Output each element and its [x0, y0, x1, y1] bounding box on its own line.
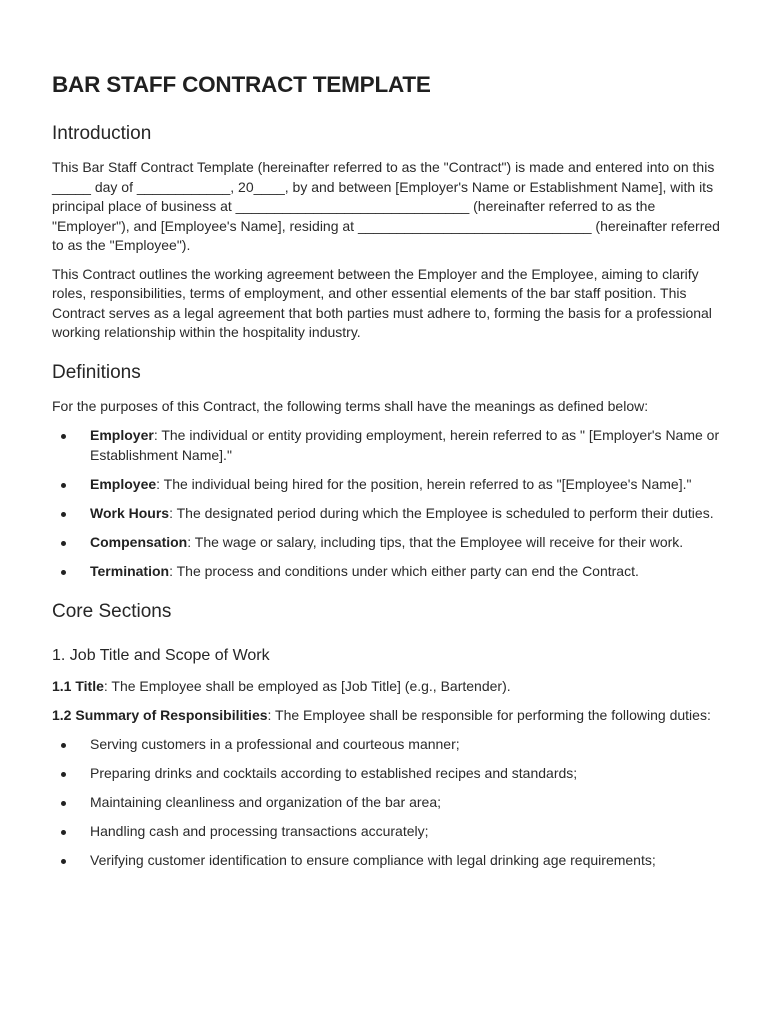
duty-text: Serving customers in a professional and courteous manner; [90, 736, 460, 752]
core-sections-heading: Core Sections [52, 601, 172, 622]
definitions-intro: For the purposes of this Contract, the following terms shall have the meanings as defined below: [52, 397, 649, 414]
definition-text: : The wage or salary, including tips, that the Employee will receive for their work. [187, 533, 684, 550]
duties-list [52, 735, 722, 871]
bullet-icon [61, 743, 66, 748]
introduction-heading: Introduction [52, 123, 152, 144]
bullet-icon [61, 483, 66, 488]
definition-text: : The individual being hired for the position, herein referred to as "[Employee's Name]." [156, 475, 692, 492]
duty-text: Preparing drinks and cocktails according to established recipes and standards; [90, 765, 578, 781]
bullet-icon [61, 512, 66, 517]
definitions-heading: Definitions [52, 361, 141, 383]
duty-item [52, 735, 722, 755]
clause-text: : The Employee shall be responsible for performing the following duties: [267, 706, 711, 723]
clause-text: : The Employee shall be employed as [Job Title] (e.g., Bartender). [103, 678, 511, 694]
definition-item-work-hours [52, 504, 722, 524]
introduction-paragraph-1: This Bar Staff Contract Template (hereinafter referred to as the "Contract") is made and entered into on this _____ day of ____________, 20____, by and between [Employer's Name or Establishment Name], with its principal place of business at ______________________________ (hereinafter referred to as the "Employer"), and [Employee's Name], residing at ______________________________ (hereinafter referred to as the "Employee"). [52, 159, 720, 253]
bullet-icon [61, 830, 66, 835]
duty-item [52, 851, 722, 871]
definition-item-employer [52, 426, 722, 465]
duty-item [52, 822, 722, 842]
duty-text: Handling cash and processing transactions accurately; [90, 823, 429, 839]
bullet-icon [61, 434, 66, 439]
bullet-icon [61, 801, 66, 806]
bullet-icon [61, 772, 66, 777]
document-title: BAR STAFF CONTRACT TEMPLATE [52, 72, 431, 97]
definition-term: Work Hours [90, 504, 170, 521]
definitions-list [52, 426, 722, 581]
definition-item-compensation [52, 533, 722, 553]
introduction-paragraph-2: This Contract outlines the working agreement between the Employer and the Employee, aiming to clarify roles, responsibilities, terms of employment, and other essential elements of the bar staff position. This Contract serves as a legal agreement that both parties must adhere to, forming the basis for a professional working relationship within the hospitality industry. [52, 265, 712, 340]
bullet-icon [61, 859, 66, 864]
definition-term: Compensation [90, 533, 188, 550]
definition-term: Employer [90, 427, 154, 443]
responsibilities-clause [52, 706, 722, 726]
duty-item [52, 793, 722, 813]
definition-item-termination [52, 562, 722, 582]
duty-item [52, 764, 722, 784]
definition-text: : The process and conditions under which either party can end the Contract. [169, 562, 639, 579]
clause-label: 1.2 Summary of Responsibilities [52, 706, 268, 723]
definition-item-employee [52, 475, 722, 495]
definition-text: : The individual or entity providing employment, herein referred to as " [Employer's Name or Establishment Name]." [90, 427, 720, 463]
definition-term: Employee [90, 475, 157, 492]
definition-text: : The designated period during which the Employee is scheduled to perform their duties. [169, 504, 714, 521]
job-title-clause [52, 677, 722, 697]
document-page [52, 70, 722, 880]
bullet-icon [61, 570, 66, 575]
bullet-icon [61, 541, 66, 546]
duty-text: Maintaining cleanliness and organization of the bar area; [90, 794, 442, 810]
duty-text: Verifying customer identification to ensure compliance with legal drinking age requirements; [90, 852, 656, 868]
clause-label: 1.1 Title [52, 678, 104, 694]
definition-term: Termination [90, 562, 170, 579]
section-1-heading: 1. Job Title and Scope of Work [52, 647, 270, 664]
